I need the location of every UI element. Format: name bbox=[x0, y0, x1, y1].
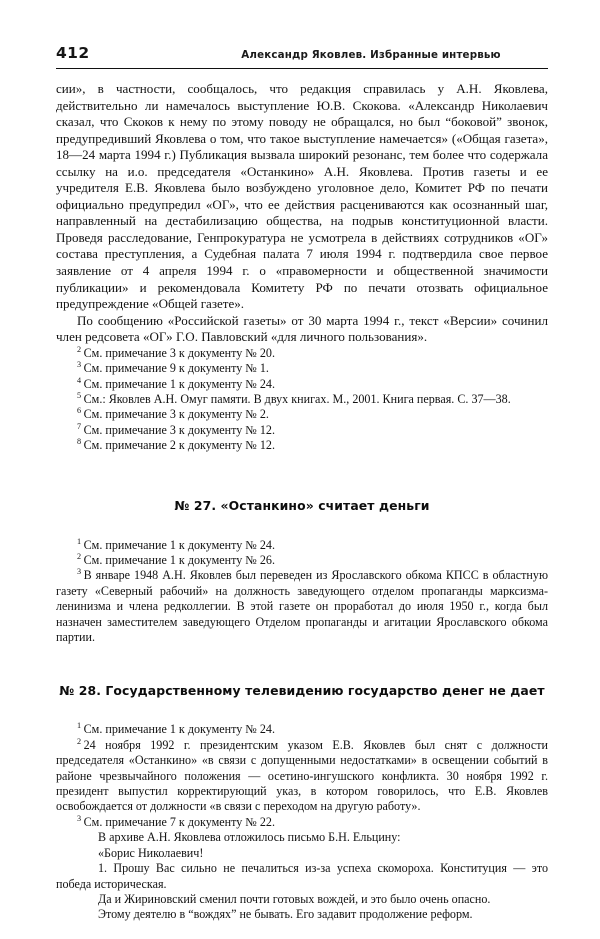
paragraph-rossiyskaya-gazeta: По сообщению «Российской газеты» от 30 марта 1994 г., текст «Версии» сочинил член редсовета «ОГ» Г.О. Павловский «для личного пользования». bbox=[56, 312, 548, 345]
footnote-text: См. примечание 7 к документу № 22. bbox=[83, 814, 275, 829]
footnote-text: См. примечание 2 к документу № 12. bbox=[83, 438, 275, 453]
spacer bbox=[56, 513, 548, 538]
footnote-item bbox=[56, 815, 548, 830]
footnote-item bbox=[56, 553, 548, 568]
footnote-text: 24 ноября 1992 г. президентским указом Е.В. Яковлев был снят с должности председателя «Останкино» «в связи с допущенными недостатками» в освещении событий в районе чрезвычайного положения — осетино-ингушского конфликта. 30 ноября 1992 г. президент выпустил корректирующий указ, в котором говорилось, что Е.В. Яковлев освобождается от должности «в связи с переходом на другую работу». bbox=[56, 737, 548, 814]
letter-line-3: Этому деятелю в “вождях” не бывать. Его задавит продолжение реформ. bbox=[98, 907, 473, 922]
footnote-text: См. примечание 1 к документу № 24. bbox=[83, 376, 275, 391]
footnote-text: См. примечание 1 к документу № 26. bbox=[83, 553, 275, 567]
page-content bbox=[56, 44, 548, 923]
running-head-title: Александр Яковлев. Избранные интервью bbox=[241, 49, 501, 61]
body-text-block bbox=[56, 81, 548, 346]
footnote-item bbox=[56, 361, 548, 376]
section-title-28: № 28. Государственному телевидению государство денег не дает bbox=[59, 683, 545, 699]
spacer bbox=[56, 645, 548, 683]
footnote-number: 3 bbox=[77, 567, 82, 577]
footnote-number: 1 bbox=[77, 721, 82, 731]
footnote-number: 1 bbox=[77, 536, 82, 546]
footnote-number: 8 bbox=[77, 437, 82, 447]
footnote-item bbox=[56, 377, 548, 392]
footnote-item bbox=[56, 568, 548, 645]
footnote-text: См. примечание 3 к документу № 20. bbox=[83, 345, 275, 360]
section-title-27: № 27. «Останкино» считает деньги bbox=[174, 497, 430, 513]
footnote-text: См. примечание 3 к документу № 12. bbox=[83, 422, 275, 437]
footnote-number: 4 bbox=[77, 375, 82, 385]
letter-point-1: 1. Прошу Вас сильно не печалиться из-за успеха скомороха. Конституция — это победа историческая. bbox=[56, 861, 548, 891]
footnote-text: См. примечание 1 к документу № 24. bbox=[83, 722, 275, 737]
footnote-item bbox=[56, 346, 548, 361]
spacer bbox=[56, 454, 548, 498]
running-head bbox=[56, 44, 548, 66]
spacer bbox=[56, 698, 548, 722]
footnote-item bbox=[56, 438, 548, 453]
footnote-item bbox=[56, 738, 548, 815]
footnote-number: 2 bbox=[77, 344, 82, 354]
footnote-number: 7 bbox=[77, 421, 82, 431]
letter-salutation: «Борис Николаевич! bbox=[98, 845, 204, 860]
letter-intro: В архиве А.Н. Яковлева отложилось письмо Б.Н. Ельцину: bbox=[98, 830, 401, 845]
footnote-number: 2 bbox=[77, 551, 82, 561]
footnotes-previous-document bbox=[56, 346, 548, 454]
footnote-text: См. примечание 9 к документу № 1. bbox=[83, 361, 269, 376]
footnote-item bbox=[56, 423, 548, 438]
page-number: 412 bbox=[56, 44, 90, 62]
footnote-text: В январе 1948 А.Н. Яковлев был переведен из Ярославского обкома КПСС в областную газету «Северный рабочий» на должность заведующего отделом пропаганды марксизма-ленинизма и члена редколлегии. В этой газете он проработал до июля 1950 г., когда был назначен заместителем заведующего Отделом пропаганды и агитации Ярославского обкома партии. bbox=[56, 568, 548, 645]
footnote-text: См. примечание 3 к документу № 2. bbox=[83, 407, 269, 422]
letter-to-yeltsin bbox=[56, 830, 548, 922]
footnote-number: 2 bbox=[77, 736, 82, 746]
footnotes-section-28 bbox=[56, 722, 548, 830]
footnote-number: 3 bbox=[77, 360, 82, 370]
footnote-number: 6 bbox=[77, 406, 82, 416]
footnote-item bbox=[56, 407, 548, 422]
header-divider bbox=[56, 68, 548, 69]
letter-line-2: Да и Жириновский сменил почти готовых вождей, и это было очень опасно. bbox=[98, 891, 491, 906]
footnote-item bbox=[56, 392, 548, 407]
footnote-text: См. примечание 1 к документу № 24. bbox=[83, 537, 275, 552]
paragraph-continued: сии», в частности, сообщалось, что редакция справилась у А.Н. Яковлева, действительно ли намечалось выступление Ю.В. Скокова. «Александр Николаевич сказал, что Скоков к нему по этому поводу не обращался, но был “боковой” звонок, предупредивший Яковлева о том, что такое выступление намечается» («Общая газета», 18—24 марта 1994 г.) Публикация вызвала широкий резонанс, тем более что содержала ссылку на и.о. председателя «Останкино» А.Н. Яковлева. Против газеты и ее учредителя Е.В. Яковлева было возбуждено уголовное дело, Комитет РФ по печати официально предупредил «ОГ», что ее действия расцениваются как осознанный шаг, направленный на дестабилизацию общества, на подрыв конституционной власти. Проведя расследование, Генпрокуратура не усмотрела в действиях сотрудников «ОГ» состава преступления, а Судебная палата 7 июля 1994 г. подтвердила свое первое заявление от 4 апреля 1994 г. о «правомерности и общественной значимости публикации» и рекомендовала Комитету РФ по печати отозвать официальное предупреждение «Общей газете». bbox=[56, 81, 548, 312]
footnotes-section-27 bbox=[56, 538, 548, 646]
footnote-item bbox=[56, 722, 548, 737]
footnote-text: См.: Яковлев А.Н. Омуг памяти. В двух книгах. М., 2001. Книга первая. С. 37—38. bbox=[83, 391, 511, 406]
footnote-item bbox=[56, 538, 548, 553]
footnote-number: 3 bbox=[77, 813, 82, 823]
footnote-number: 5 bbox=[77, 390, 82, 400]
